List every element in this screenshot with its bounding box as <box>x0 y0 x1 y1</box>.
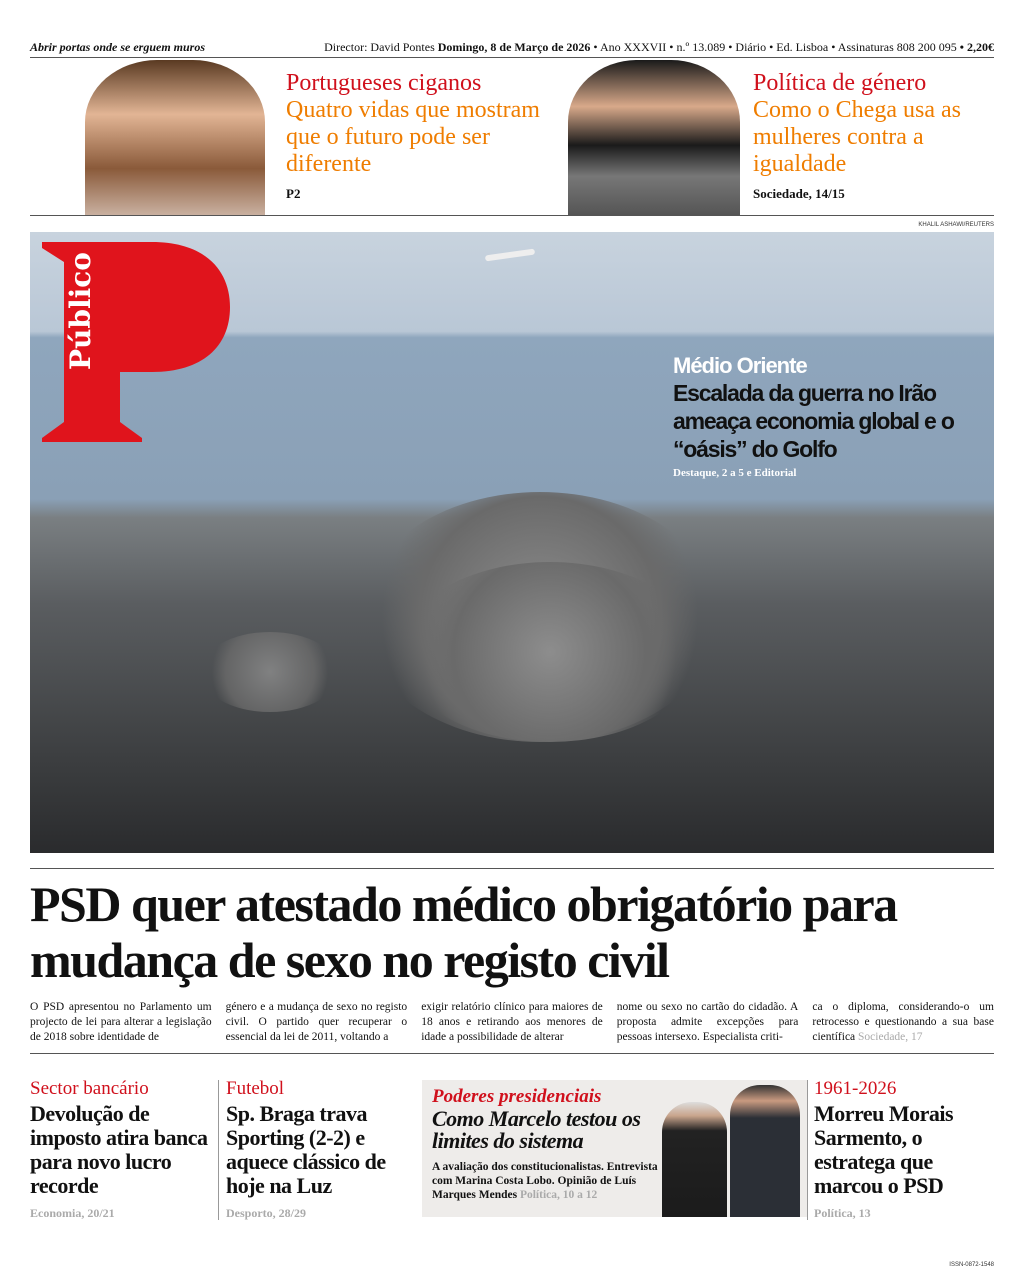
story-headline: Sp. Braga trava Sporting (2-2) e aquece clássico de hoje na Luz <box>226 1101 386 1198</box>
hero-ref: Destaque, 2 a 5 e Editorial <box>673 467 797 479</box>
logo-word: Público <box>64 252 97 370</box>
story-kicker: Poderes presidenciais <box>432 1086 602 1107</box>
issue-info: • Ano XXXVII • n.º 13.089 • Diário • Ed. Lisboa • Assinaturas 808 200 095 <box>593 40 957 54</box>
teaser-p2[interactable] <box>286 70 546 202</box>
text-column <box>812 1000 994 1045</box>
teaser-subtitle: Como o Chega usa as mulheres contra a igualdade <box>753 97 961 177</box>
story-marcelo[interactable] <box>422 1080 807 1217</box>
divider <box>30 215 994 216</box>
edition-info <box>324 40 994 55</box>
story-kicker: 1961-2026 <box>814 1078 897 1099</box>
photo-credit: KHALIL ASHAWI/REUTERS <box>918 222 994 228</box>
story-futebol[interactable] <box>226 1078 411 1221</box>
smoke-plume <box>200 632 340 712</box>
text-column: exigir relatório clínico para maiores de 18 anos e retirando aos menores de idade a possibilidade de alterar <box>421 1001 603 1043</box>
photo-marcelo <box>662 1102 727 1217</box>
story-headline: Morreu Morais Sarmento, o estratega que marcou o PSD <box>814 1101 954 1198</box>
main-headline[interactable]: PSD quer atestado médico obrigatório para mudança de sexo no registo civil <box>30 876 897 988</box>
issn: ISSN-0872-1548 <box>949 1262 994 1268</box>
teaser-photo-woman-2 <box>568 60 740 215</box>
story-text: A avaliação dos constitucionalistas. Entrevista com Marina Costa Lobo. Opinião de Luís Marques Mendes <box>432 1161 658 1201</box>
divider <box>807 1080 808 1220</box>
text-column-end: ca o diploma, considerando-o um retrocesso e questionando a sua base científica <box>812 1001 994 1043</box>
hero-kicker: Médio Oriente <box>673 353 807 378</box>
motto: Abrir portas onde se erguem muros <box>30 40 206 54</box>
smoke-plume <box>400 562 700 742</box>
story-headline: Devolução de imposto atira banca para novo lucro recorde <box>30 1101 208 1198</box>
story-headline: Como Marcelo testou os limites do sistema <box>432 1106 641 1153</box>
hero-headline: Escalada da guerra no Irão ameaça economia global e o “oásis” do Golfo <box>673 380 954 462</box>
story-kicker: Futebol <box>226 1078 285 1099</box>
price: • 2,20€ <box>959 40 994 54</box>
story-kicker: Sector bancário <box>30 1078 149 1099</box>
main-ref: Sociedade, 17 <box>858 1031 923 1043</box>
teaser-sociedade[interactable] <box>753 70 993 202</box>
story-ref: Economia, 20/21 <box>30 1206 115 1220</box>
main-story <box>30 876 994 1054</box>
text-column: género e a mudança de sexo no registo civil. O partido quer recuperar o essencial da lei de 2011, voltando a <box>225 1001 408 1043</box>
teaser-photo-woman <box>85 60 265 215</box>
story-ref: Política, 10 a 12 <box>519 1189 598 1201</box>
divider <box>30 868 994 869</box>
story-banca[interactable] <box>30 1078 210 1221</box>
teaser-kicker: Política de género <box>753 70 927 96</box>
teaser-ref: P2 <box>286 186 301 201</box>
main-story-text <box>30 1000 994 1054</box>
story-morais-sarmento[interactable] <box>814 1078 994 1221</box>
story-ref: Desporto, 28/29 <box>226 1206 306 1220</box>
teaser-ref: Sociedade, 14/15 <box>753 186 845 201</box>
teaser-subtitle: Quatro vidas que mostram que o futuro pode ser diferente <box>286 97 540 177</box>
director: Director: David Pontes <box>324 40 435 54</box>
airplane-icon <box>485 249 535 262</box>
hero-story[interactable] <box>673 353 973 479</box>
text-column: nome ou sexo no cartão do cidadão. A proposta admite excepções para pessoas intersexo. Especialista criti- <box>616 1001 799 1043</box>
text-column: O PSD apresentou no Parlamento um projecto de lei para alterar a legislação de 2018 sobre identidade de <box>30 1001 212 1043</box>
story-ref: Política, 13 <box>814 1206 871 1220</box>
divider <box>218 1080 219 1220</box>
date: Domingo, 8 de Março de 2026 <box>437 40 591 54</box>
masthead-bar <box>30 40 994 58</box>
teaser-kicker: Portugueses ciganos <box>286 70 482 96</box>
photo-man <box>730 1085 800 1217</box>
